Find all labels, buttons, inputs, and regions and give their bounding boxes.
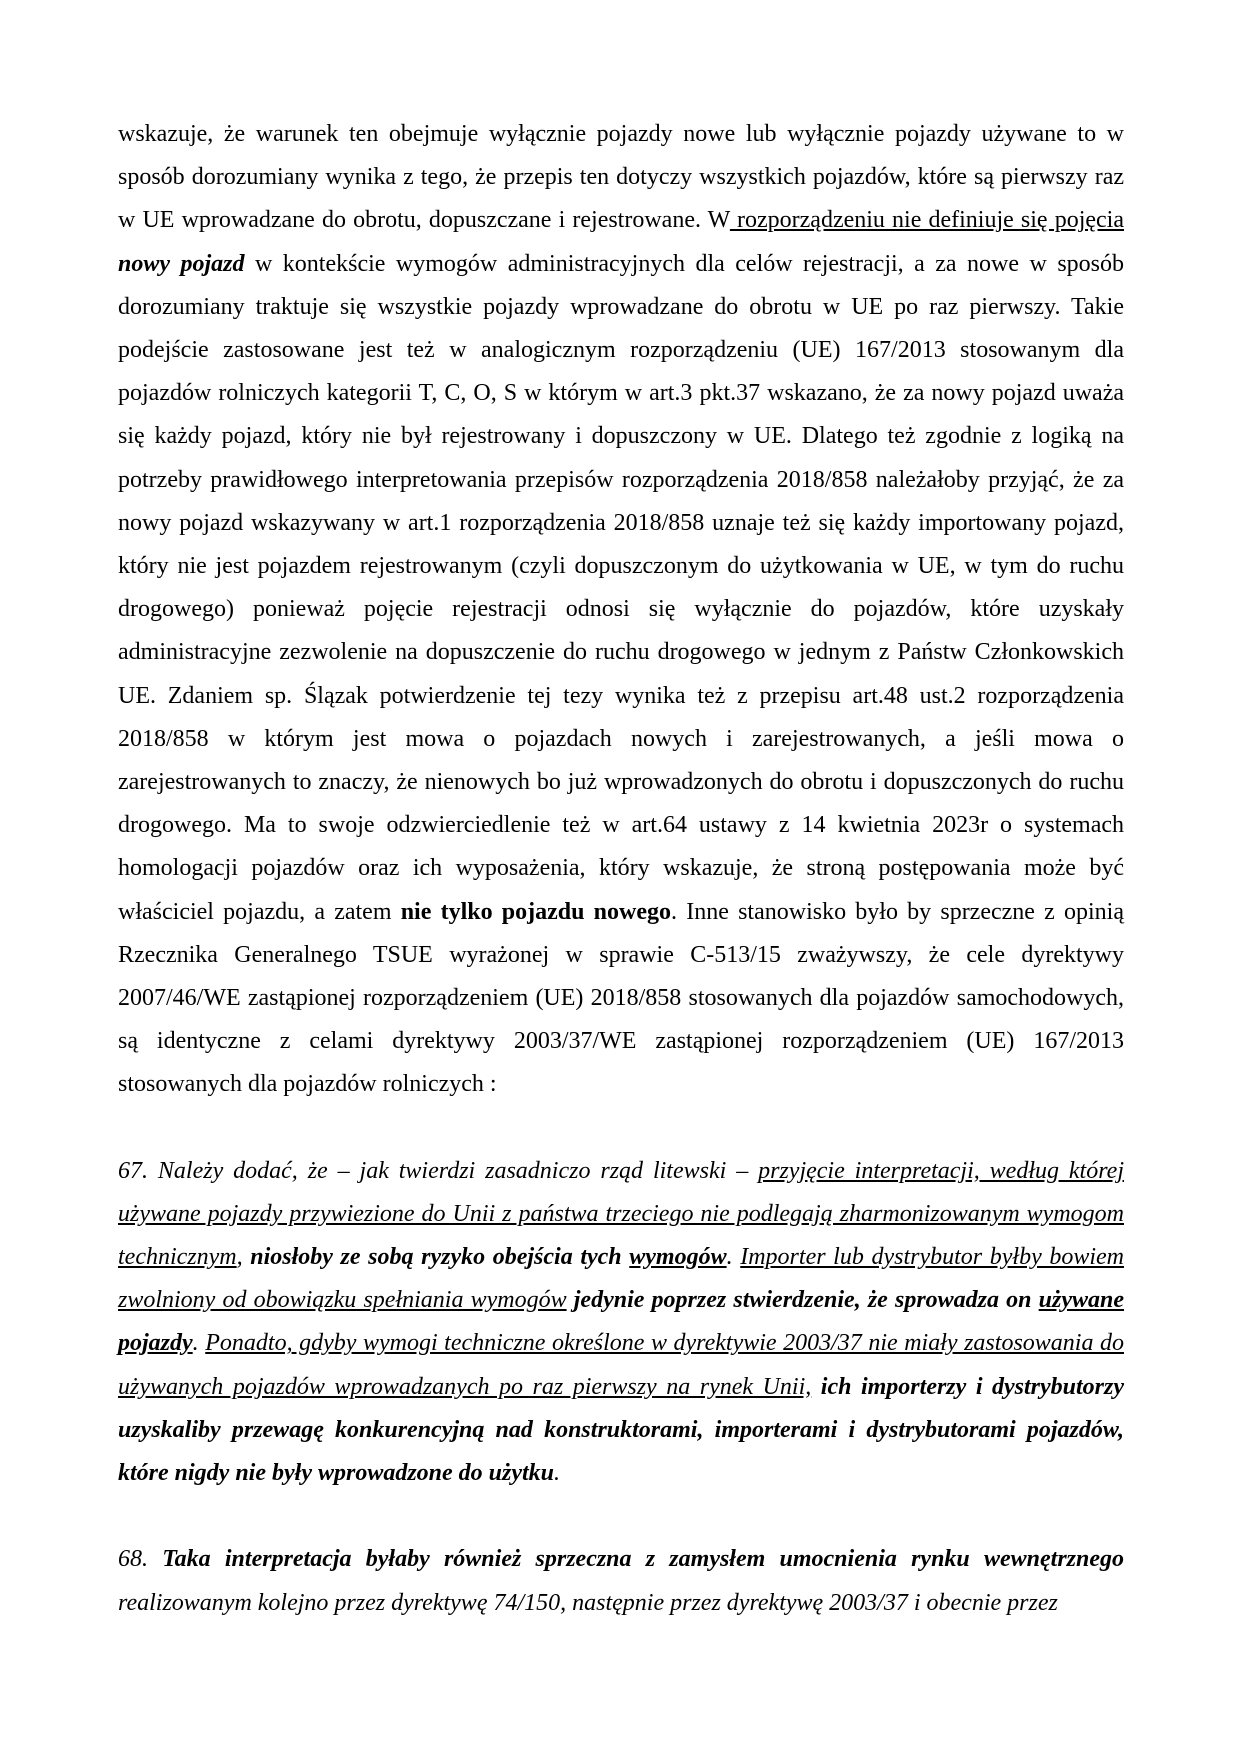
paragraph-main (118, 113, 1124, 1107)
underlined-text: Importer lub dystrybutor byłby bowiem zwolniony od obowiązku spełniania wymogów (118, 1244, 1124, 1314)
text-run: . Inne stanowisko było by sprzeczne z opinią Rzecznika Generalnego TSUE wyrażonej w sprawie C-513/15 zważywszy, że cele dyrektywy 2007/46/WE zastąpionej rozporządzeniem (UE) 2018/858 stosowanych dla pojazdów samochodowych, są identyczne z celami dyrektywy 2003/37/WE zastąpionej rozporządzeniem (UE) 167/2013 stosowanych dla pojazdów rolniczych : (118, 898, 1125, 1098)
bold-text: nie tylko pojazdu nowego (400, 898, 672, 925)
document-body (118, 113, 1124, 1625)
text-run: w kontekście wymogów administracyjnych dla celów rejestracji, a za nowe w sposób dorozumiany traktuje się wszystkie pojazdy wprowadzane do obrotu w UE po raz pierwszy. Takie podejście zastosowane jest też w analogicznym rozporządzeniu (UE) 167/2013 stosowanym dla pojazdów rolniczych kategorii T, C, O, S w którym w art.3 pkt.37 wskazano, że za nowy pojazd uważa się każdy pojazd, który nie był rejestrowany i dopuszczony w UE. Dlatego też zgodnie z logiką na potrzeby prawidłowego interpretowania przepisów rozporządzenia 2018/858 należałoby przyjąć, że za nowy pojazd wskazywany w art.1 rozporządzenia 2018/858 uznaje też się każdy importowany pojazd, który nie jest pojazdem rejestrowanym (czyli dopuszczonym do użytkowania w UE, w tym do ruchu drogowego) ponieważ pojęcie rejestracji odnosi się wyłącznie do pojazdów, które uzyskały administracyjne zezwolenie na dopuszczenie do ruchu drogowego w jednym z Państw Członkowskich UE. Zdaniem sp. Ślązak potwierdzenie tej tezy wynika też z przepisu art.48 ust.2 rozporządzenia 2018/858 w którym jest mowa o pojazdach nowych i zarejestrowanych, a jeśli mowa o zarejestrowanych to znaczy, że nienowych bo już wprowadzonych do obrotu i dopuszczonych do ruchu drogowego. Ma to swoje odzwierciedlenie też w art.64 ustawy z 14 kwietnia 2023r o systemach homologacji pojazdów oraz ich wyposażenia, który wskazuje, że stroną postępowania może być właściciel pojazdu, a zatem (118, 250, 1125, 925)
text-run (811, 1374, 821, 1400)
text-run: . (726, 1244, 741, 1271)
text-run (567, 1287, 574, 1313)
bold-italic-term: nowy pojazd (118, 250, 245, 277)
bold-text: Taka interpretacja byłaby również sprzeczna z zamysłem umocnienia rynku wewnętrznego (162, 1546, 1124, 1573)
quote-paragraph-67 (118, 1150, 1124, 1496)
text-run: . (554, 1460, 561, 1487)
bold-text: jedynie poprzez stwierdzenie, że sprowadza on (573, 1287, 1039, 1314)
underlined-text: przyjęcie interpretacji, według której używane pojazdy przywiezione do Unii z państwa trzeciego nie podlegają zharmonizowanym wymogom technicznym (118, 1157, 1124, 1271)
text-run: . (192, 1330, 206, 1357)
bold-underlined-text: wymogów (629, 1244, 727, 1271)
underlined-text: rozporządzeniu nie definiuje się pojęcia (729, 207, 1124, 234)
text-run: wskazuje, że warunek ten obejmuje wyłącznie pojazdy nowe lub wyłącznie pojazdy używane to w sposób dorozumiany wynika z tego, że przepis ten dotyczy wszystkich pojazdów, które są pierwszy raz w UE wprowadzane do obrotu, dopuszczane i rejestrowane. W (118, 121, 1124, 234)
bold-text: ich importerzy i dystrybutorzy uzyskaliby przewagę konkurencyjną nad konstruktorami, importerami i dystrybutorami pojazdów, które nigdy nie były wprowadzone do użytku (118, 1373, 1125, 1487)
bold-text: niosłoby ze sobą ryzyko obejścia tych (250, 1244, 630, 1271)
text-run: 67. Należy dodać, że – jak twierdzi zasadniczo rząd litewski – (118, 1157, 759, 1184)
text-run: , (236, 1244, 251, 1271)
underlined-text: Ponadto, gdyby wymogi techniczne określone w dyrektywie 2003/37 nie miały zastosowania do używanych pojazdów wprowadzanych po raz pierwszy na rynek Unii, (118, 1330, 1125, 1400)
bold-underlined-text: używane pojazdy (118, 1287, 1125, 1357)
quote-paragraph-68 (118, 1538, 1124, 1624)
text-run: 68. (118, 1546, 163, 1573)
text-run: realizowanym kolejno przez dyrektywę 74/150, następnie przez dyrektywę 2003/37 i obecnie przez (118, 1589, 1058, 1616)
